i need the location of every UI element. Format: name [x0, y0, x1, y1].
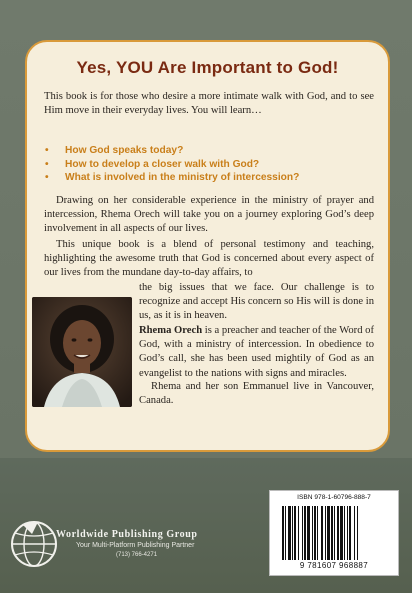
publisher-name: Worldwide Publishing Group [56, 529, 198, 540]
challenge-paragraph: the big issues that we face. Our challenge is to recognize and accept His concern so His will is done in us, as it is in heaven. [139, 282, 374, 322]
experience-paragraph: Drawing on her considerable experience in the ministry of prayer and intercession, Rhema Orech will take you on a journey exploring God’s deep involvement in all aspects of our lives. [44, 195, 374, 235]
author-bio-paragraph [139, 324, 374, 381]
bullet-item [41, 158, 371, 172]
barcode-box [269, 490, 399, 576]
bullet-item [41, 171, 371, 185]
publisher-phone: (713) 766-4271 [116, 552, 158, 558]
intro-paragraph: This book is for those who desire a more intimate walk with God, and to see Him move in their everyday lives. You will learn… [44, 91, 374, 117]
barcode-digits: 9 781607 968887 [299, 561, 369, 570]
back-cover-panel [25, 40, 390, 452]
publisher-tagline: Your Multi-Platform Publishing Partner [76, 542, 195, 549]
cover-title: Yes, YOU Are Important to God! [76, 58, 339, 77]
author-bio-text: is a preacher and teacher of the Word of God, with a ministry of intercession. In obedience to God’s call, she has been used mightily of God as an evangelist to the nations with signs and miracles. [139, 325, 374, 379]
bullet-icon: • [45, 145, 49, 156]
bullet-text: How God speaks today? [65, 145, 184, 156]
isbn-label: ISBN 978-1-60796-888-7 [297, 494, 371, 501]
author-photo [32, 297, 132, 407]
bullet-text: How to develop a closer walk with God? [65, 158, 260, 170]
author-portrait-image [32, 297, 132, 407]
bullet-item [41, 144, 371, 158]
author-home-paragraph: Rhema and her son Emmanuel live in Vancouver, Canada. [139, 381, 374, 407]
bullet-text: What is involved in the ministry of intercession? [65, 172, 300, 184]
learning-points [41, 144, 371, 185]
unique-book-paragraph: This unique book is a blend of personal testimony and teaching, highlighting the awesome truth that God is concerned about every aspect of our lives from the mundane day-to-day affairs, to [44, 239, 374, 279]
bullet-icon: • [45, 158, 49, 170]
bullet-icon: • [45, 172, 49, 184]
globe-logo-icon [4, 514, 64, 574]
author-name: Rhema Orech [139, 325, 203, 336]
barcode-icon [280, 506, 388, 560]
